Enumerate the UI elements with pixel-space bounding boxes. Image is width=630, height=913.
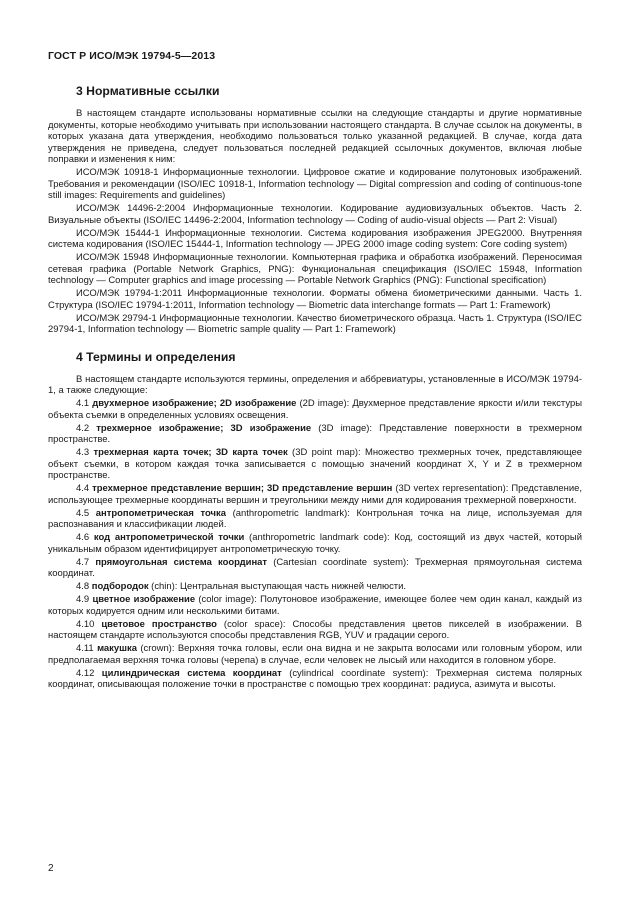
term-number: 4.3 <box>76 447 90 458</box>
term-number: 4.5 <box>76 507 90 519</box>
term-number: 4.1 <box>76 398 90 409</box>
term-entry <box>48 619 582 642</box>
term-number: 4.10 <box>76 618 95 630</box>
section-4-title: 4 Термины и определения <box>76 349 236 364</box>
reference-item: ИСО/МЭК 19794-1:2011 Информационные технологии. Форматы обмена биометрическими данными. Часть 1. Структура (ISO/IEC 19794-1:2011, Information technology — Biometric data interchange formats — Part 1: Framework) <box>48 288 582 311</box>
section-3-body <box>48 108 582 336</box>
term-definition: (Cartesian coordinate system): Трехмерная прямоугольная система координат. <box>48 556 583 579</box>
term-definition: (chin): Центральная выступающая часть нижней челюсти. <box>148 581 407 592</box>
term-name: антропометрическая точка <box>95 507 226 519</box>
term-entry <box>48 532 582 555</box>
term-entry <box>48 447 582 482</box>
section-3-title: 3 Нормативные ссылки <box>76 84 220 98</box>
term-definition: (3D vertex representation): Представление, использующее трехмерные координаты вершин и треугольники между ними для кодирования трехмерной поверхности. <box>48 483 582 506</box>
term-definition: (color image): Полутоновое изображение, имеющее более чем один канал, каждый из которых кодируется одним или несколькими битами. <box>48 594 583 617</box>
term-number: 4.6 <box>76 532 90 543</box>
term-entry <box>48 423 582 446</box>
reference-item: ИСО/МЭК 15444-1 Информационные технологии. Система кодирования изображения JPEG2000. Внутренняя система кодирования (ISO/IEC 15444-1, Information technology — JPEG 2000 image coding system: Core coding system) <box>48 227 582 250</box>
paragraph: В настоящем стандарте используются термины, определения и аббревиатуры, установленные в ИСО/МЭК 19794-1, а также следующие: <box>48 373 582 396</box>
document-header: ГОСТ Р ИСО/МЭК 19794-5—2013 <box>48 50 216 62</box>
term-entry <box>48 483 582 506</box>
reference-item: ИСО/МЭК 29794-1 Информационные технологии. Качество биометрического образца. Часть 1. Структура (ISO/IEC 29794-1, Information technology — Biometric sample quality — Part 1: Framework) <box>48 312 582 335</box>
term-entry <box>48 668 582 691</box>
term-name: цветное изображение <box>92 594 196 605</box>
term-name: подбородок <box>91 581 149 592</box>
reference-item: ИСО/МЭК 14496-2:2004 Информационные технологии. Кодирование аудиовизуальных объектов. Часть 2. Визуальные объекты (ISO/IEC 14496-2:2004, Information technology — Coding of audio-visual objects — Part 2: Visual) <box>48 203 582 226</box>
term-definition: (3D point map): Множество трехмерных точек, представляющее объект съемки, в котором каждая точка записывается с помощью значений координат X, Y и Z в трехмерном пространстве. <box>48 447 582 481</box>
reference-item: ИСО/МЭК 10918-1 Информационные технологии. Цифровое сжатие и кодирование полутоновых изображений. Требования и рекомендации (ISO/IEC 10918-1, Information technology — Digital compression and coding of continuous-tone still images: Requirements and guidelines) <box>48 167 582 201</box>
term-definition: (color space): Способы представления цветов пикселей в изображении. В настоящем стандарте используются способы представления RGB, YUV и градации серого. <box>48 618 582 641</box>
term-name: двухмерное изображение; 2D изображение <box>92 398 297 409</box>
term-name: прямоугольная система координат <box>95 556 268 568</box>
term-name: цветовое пространство <box>101 618 217 630</box>
term-number: 4.2 <box>76 422 90 434</box>
page-number: 2 <box>48 863 54 874</box>
term-name: трехмерное изображение; 3D изображение <box>96 422 312 434</box>
term-number: 4.12 <box>76 667 95 679</box>
term-name: трехмерное представление вершин; 3D представление вершин <box>92 483 393 494</box>
term-name: код антропометрической точки <box>93 532 245 543</box>
term-number: 4.8 <box>76 581 90 592</box>
term-entry <box>48 398 582 421</box>
term-number: 4.9 <box>76 594 90 605</box>
section-4-body <box>48 374 582 691</box>
term-definition: (anthropometric landmark code): Код, состоящий из двух частей, который уникальным образом идентифицирует антропометрическую точку. <box>48 532 582 555</box>
term-definition: (3D image): Представление поверхности в трехмерном пространстве. <box>48 422 582 445</box>
term-entry <box>48 557 582 580</box>
term-number: 4.11 <box>76 643 94 654</box>
term-name: цилиндрическая система координат <box>101 667 282 679</box>
term-entry <box>48 581 582 593</box>
term-name: трехмерная карта точек; 3D карта точек <box>93 447 288 458</box>
reference-item: ИСО/МЭК 15948 Информационные технологии. Компьютерная графика и обработка изображений. Переносимая сетевая графика (Portable Network Graphics, PNG): Функциональная спецификация (ISO/IEC 15948, Information technology — Computer graphics and image processing — Portable Network Graphics (PNG): Functional specification) <box>48 252 582 286</box>
term-entry <box>48 643 582 666</box>
term-definition: (cylindrical coordinate system): Трехмерная система полярных координат, описывающая положение точки в пространстве с помощью трех координат: радиуса, азимута и высоты. <box>48 667 582 690</box>
term-definition: (anthropometric landmark): Контрольная точка на лице, используемая для распознавания и классификации людей. <box>48 507 583 530</box>
term-entry <box>48 508 582 531</box>
paragraph: В настоящем стандарте использованы нормативные ссылки на следующие стандарты и другие нормативные документы, которые необходимо учитывать при использовании настоящего стандарта. В случае ссылок на документы, в которых указана дата утверждения, необходимо пользоваться только указанной редакцией. В случае, когда дата утверждения не приведена, следует пользоваться последней редакцией ссылочных документов, включая любые поправки и изменения к ним: <box>48 108 582 165</box>
term-number: 4.4 <box>76 483 90 494</box>
term-number: 4.7 <box>76 556 90 568</box>
term-entry <box>48 594 582 617</box>
page-content <box>48 84 582 692</box>
term-name: макушка <box>97 643 137 654</box>
term-definition: (crown): Верхняя точка головы, если она видна и не закрыта волосами или головным убором, или предполагаемая верхняя точка головы (черепа) в случае, если человек не лысый или находится в головном уборе. <box>48 643 582 666</box>
term-definition: (2D image): Двухмерное представление яркости и/или текстуры объекта съемки в определенных условиях освещения. <box>48 398 582 421</box>
